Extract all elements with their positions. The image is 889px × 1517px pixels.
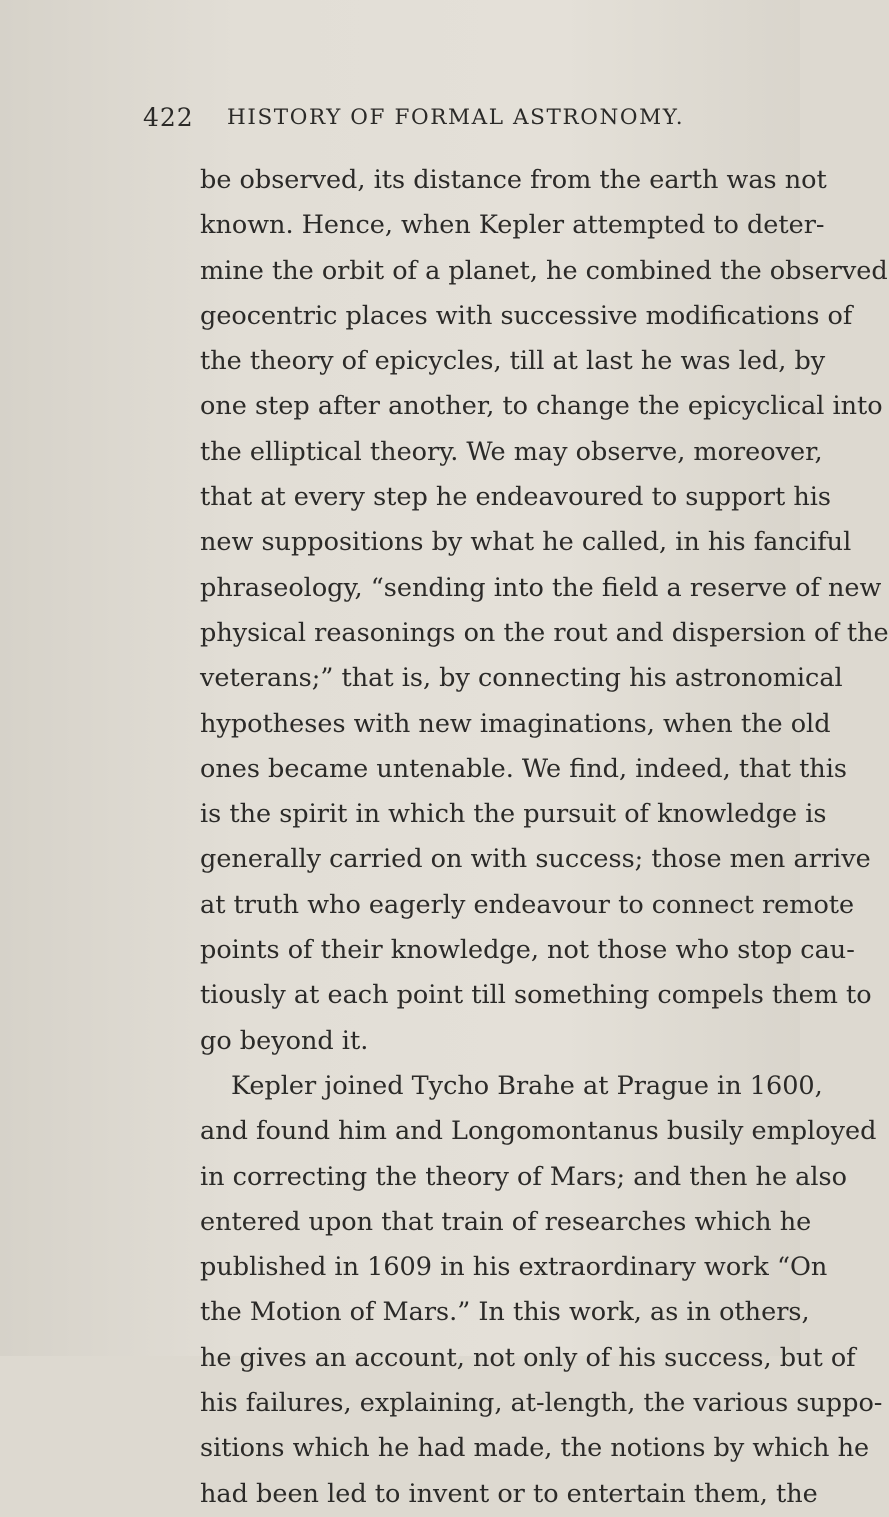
text-line: and found him and Longomontanus busily employed bbox=[200, 1116, 877, 1147]
text-line: physical reasonings on the rout and dispersion of the bbox=[200, 617, 889, 648]
text-line: veterans;” that is, by connecting his astronomical bbox=[200, 663, 843, 694]
text-line: published in 1609 in his extraordinary work “On bbox=[200, 1252, 828, 1283]
running-header bbox=[0, 103, 800, 139]
text-line: is the spirit in which the pursuit of knowledge is bbox=[200, 799, 827, 830]
text-line: go beyond it. bbox=[200, 1025, 369, 1056]
text-line: phraseology, “sending into the field a reserve of new bbox=[200, 572, 882, 603]
page-number: 422 bbox=[143, 103, 194, 132]
text-line: points of their knowledge, not those who stop cau- bbox=[200, 935, 855, 966]
text-line: his failures, explaining, at-length, the various suppo- bbox=[200, 1388, 883, 1419]
text-line: geocentric places with successive modifications of bbox=[200, 300, 853, 331]
text-line: hypotheses with new imaginations, when the old bbox=[200, 708, 831, 739]
paragraph-2 bbox=[200, 1064, 883, 1517]
text-line: sitions which he had made, the notions by which he bbox=[200, 1433, 870, 1464]
text-line: generally carried on with success; those men arrive bbox=[200, 844, 871, 875]
text-line: mine the orbit of a planet, he combined the observed bbox=[200, 255, 888, 286]
text-line: entered upon that train of researches which he bbox=[200, 1206, 812, 1237]
text-line: the theory of epicycles, till at last he was led, by bbox=[200, 346, 826, 377]
text-line: Kepler joined Tycho Brahe at Prague in 1600, bbox=[231, 1070, 823, 1101]
text-line: at truth who eagerly endeavour to connect remote bbox=[200, 889, 855, 920]
text-line: new suppositions by what he called, in his fanciful bbox=[200, 527, 852, 558]
text-line: one step after another, to change the epicyclical into bbox=[200, 391, 883, 422]
text-line: the elliptical theory. We may observe, moreover, bbox=[200, 436, 823, 467]
text-line: tiously at each point till something compels them to bbox=[200, 980, 872, 1011]
text-line: be observed, its distance from the earth was not bbox=[200, 165, 827, 195]
text-line: known. Hence, when Kepler attempted to deter- bbox=[200, 210, 825, 241]
body-text bbox=[200, 158, 889, 1517]
running-title: HISTORY OF FORMAL ASTRONOMY. bbox=[227, 105, 685, 130]
text-line: ones became untenable. We find, indeed, that this bbox=[200, 753, 847, 784]
text-line: he gives an account, not only of his success, but of bbox=[200, 1342, 856, 1373]
paragraph-1 bbox=[200, 158, 889, 1064]
text-line: had been led to invent or to entertain them, the bbox=[200, 1478, 818, 1509]
text-line: in correcting the theory of Mars; and then he also bbox=[200, 1161, 847, 1192]
text-line: the Motion of Mars.” In this work, as in others, bbox=[200, 1297, 810, 1328]
text-line: that at every step he endeavoured to support his bbox=[200, 482, 831, 513]
